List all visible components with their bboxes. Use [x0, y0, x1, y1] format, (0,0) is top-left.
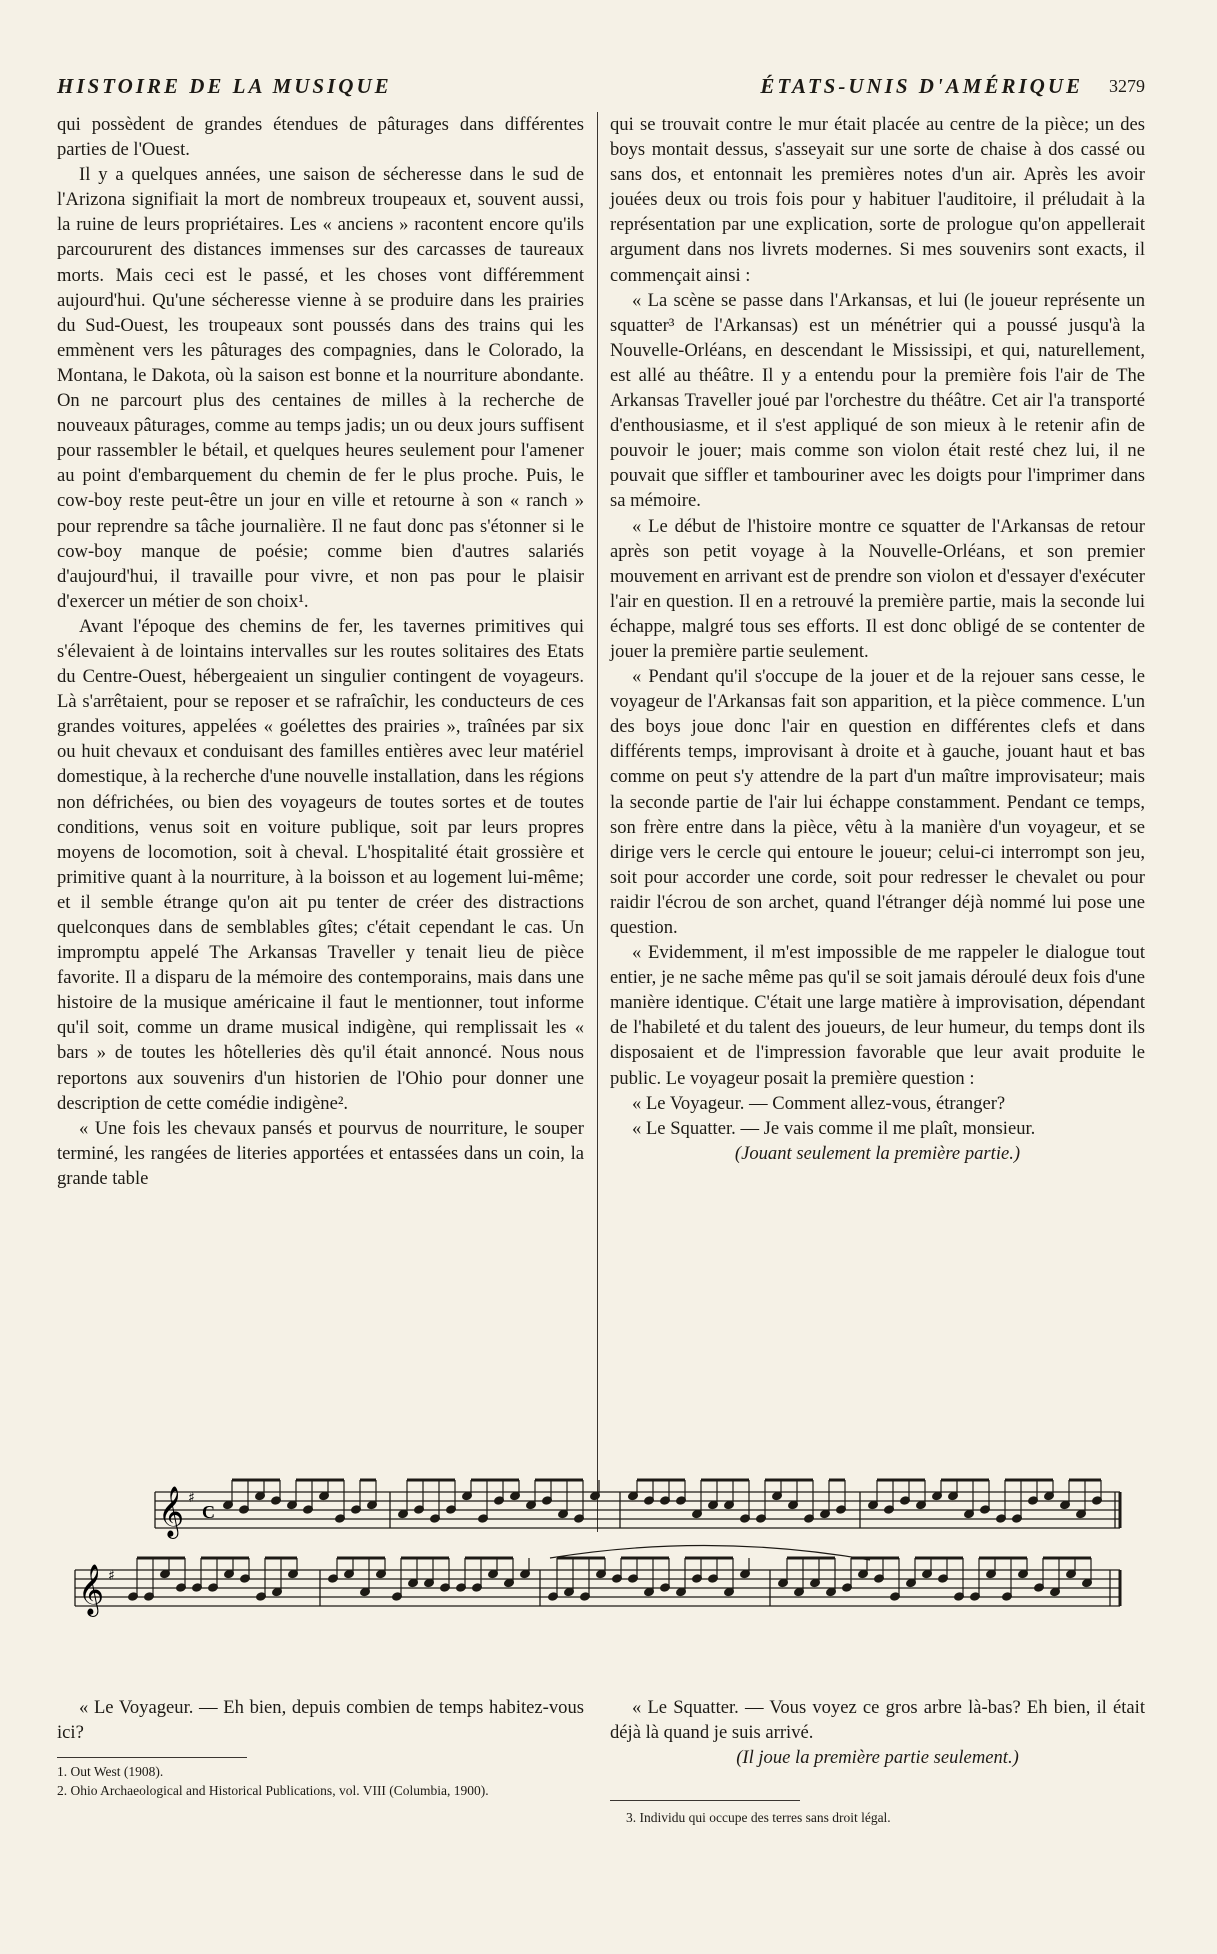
paragraph: qui se trouvait contre le mur était placée au centre de la pièce; un des boys montait dessus, s'asseyait sur une sorte de chaise à dos cassé ou sans dos, et entonnait les premières notes d'un air. Après les avoir jouées deux ou trois fois pour y habituer l'auditoire, il préludait à la représentation par une explication, sorte de prologue qu'on appellerait argument dans nos livrets modernes. Si mes souvenirs sont exacts, il commençait ainsi : [610, 114, 1145, 286]
right-column [610, 112, 1145, 1166]
staff-1 [155, 1492, 1120, 1528]
time-signature: C [202, 1502, 215, 1522]
footnote: 1. Out West (1908). [57, 1764, 164, 1779]
music-score [70, 1440, 1130, 1630]
bottom-left-text [57, 1695, 584, 1745]
page-number: 3279 [1109, 76, 1145, 96]
footnote-rule [610, 1800, 800, 1801]
stage-direction: (Jouant seulement la première partie.) [734, 1142, 1021, 1164]
sharp-sign-icon: ♯ [188, 1490, 195, 1506]
sharp-sign-icon: ♯ [108, 1568, 115, 1584]
dialogue-line: « Le Voyageur. — Eh bien, depuis combien de temps habitez-vous ici? [57, 1697, 584, 1744]
stage-direction: (Il joue la première partie seulement.) [736, 1747, 1019, 1769]
paragraph: « Pendant qu'il s'occupe de la jouer et de la rejouer sans cesse, le voyageur de l'Arkansas fait son apparition, et la pièce commence. L'un des boys joue donc l'air en question en différentes clefs et dans différents temps, improvisant à droite et à gauche, jouant haut et bas comme on peut s'y attendre de la part d'un maître improvisateur; mais la seconde partie de l'air lui échappe constamment. Pendant ce temps, son frère entre dans la pièce, vêtu à la manière d'un voyageur, et se dirige vers le cercle qui entoure le joueur; celui-ci interrompt son jeu, soit pour accorder une corde, soit pour redresser le chevalet ou pour raidir l'écrou de son archet, quand l'étranger déjà nommé lui pose une question. [610, 666, 1145, 938]
bottom-right-text [610, 1695, 1145, 1770]
header-right-title: ÉTATS-UNIS D'AMÉRIQUE [760, 74, 1083, 98]
left-column [57, 112, 584, 1191]
paragraph: « Une fois les chevaux pansés et pourvus de nourriture, le souper terminé, les rangées de literies apportées et entassées dans un coin, la grande table [57, 1117, 584, 1189]
paragraph: « Evidemment, il m'est impossible de me rappeler le dialogue tout entier, je ne sache même pas qu'il se soit jamais déroulé deux fois d'une manière identique. C'était une large matière à improvisation, dépendant de l'habileté et du talent des joueurs, de leur humeur, du temps dont ils disposaient et de l'impression favorable que leur avait produite le public. Le voyageur posait la première question : [610, 942, 1145, 1089]
paragraph: Avant l'époque des chemins de fer, les tavernes primitives qui s'élevaient à de lointains intervalles sur les routes solitaires des Etats du Centre-Ouest, hébergeaient un singulier contingent de voyageurs. Là s'arrêtaient, pour se reposer et se rafraîchir, les conducteurs de ces grandes voitures, appelées « goélettes des prairies », traînées par six ou huit chevaux et conduisant des familles entières avec leur matériel domestique, à la recherche d'une nouvelle installation, dans les régions non défrichées, ou bien des voyageurs de toutes sortes et de toutes conditions, venus soit en voiture publique, soit par leurs propres moyens de locomotion, soit à cheval. L'hospitalité était grossière et primitive quant à la nourriture, à la boisson et au logement lui-même; et il semble étrange qu'on ait pu tenter de créer des distractions quelconques dans de semblables gîtes; c'était cependant le cas. Un impromptu appelé The Arkansas Traveller y tenait lieu de pièce favorite. Il a disparu de la mémoire des contemporains, mais dans une histoire de la musique américaine il faut le mentionner, tout informe qu'il soit, comme un drame musical indigène, qui remplissait les « bars » de toutes les hôtelleries dès qu'il était annoncé. Nous nous reportons aux souvenirs d'un historien de l'Ohio pour donner une description de cette comédie indigène². [57, 615, 584, 1114]
running-header [57, 74, 1145, 104]
column-divider [597, 112, 598, 1532]
footnotes-left [57, 1762, 584, 1800]
treble-clef-icon: 𝄞 [78, 1564, 105, 1615]
footnote: 2. Ohio Archaeological and Historical Publications, vol. VIII (Columbia, 1900). [57, 1783, 489, 1798]
paragraph: « Le début de l'histoire montre ce squatter de l'Arkansas de retour après son petit voyage à la Nouvelle-Orléans, et son premier mouvement en arrivant est de prendre son violon et d'essayer d'exécuter l'air en question. Il en a retrouvé la première partie, mais la seconde lui échappe, malgré tous ses efforts. Il est donc obligé de se contenter de jouer la première partie seulement. [610, 515, 1145, 662]
footnote: 3. Individu qui occupe des terres sans droit légal. [626, 1810, 891, 1825]
paragraph: « La scène se passe dans l'Arkansas, et lui (le joueur représente un squatter³ de l'Arkansas) est un ménétrier qui a poussé jusqu'à la Nouvelle-Orléans, en descendant le Mississipi, et qui, naturellement, est allé au théâtre. Il y a entendu pour la première fois l'air de The Arkansas Traveller joué par l'orchestre du théâtre. Cet air l'a transporté d'enthousiasme, et il s'est appliqué de son mieux à le retenir afin de pouvoir le jouer; mais comme son violon était resté chez lui, il ne pouvait que siffler et tambouriner avec les doigts pour l'imprimer dans sa mémoire. [610, 289, 1145, 512]
treble-clef-icon: 𝄞 [158, 1486, 185, 1537]
header-left-title: HISTOIRE DE LA MUSIQUE [57, 74, 392, 98]
paragraph: Il y a quelques années, une saison de sécheresse dans le sud de l'Arizona signifiait la mort de nombreux troupeaux et, souvent aussi, la ruine de leurs propriétaires. Les « anciens » racontent encore qu'ils parcoururent des distances immenses sur des carcasses de taureaux morts. Mais ceci est le passé, et les choses vont différemment aujourd'hui. Qu'une sécheresse vienne à se produire dans les prairies du Sud-Ouest, les troupeaux sont poussés dans des trains qui les emmènent vers les pâturages des compagnies, dans le Colorado, la Montana, le Dakota, où la saison est bonne et la nourriture abondante. On ne parcourt plus des centaines de milles à la recherche de nouveaux pâturages, comme au temps jadis; un ou deux jours suffisent pour rassembler le bétail, et quelques heures seulement pour l'amener au point d'embarquement du chemin de fer le plus proche. Puis, le cow-boy reste peut-être un jour en ville et retourne à son « ranch » pour reprendre sa tâche journalière. Il ne faut donc pas s'étonner si le cow-boy manque de poésie; comme bien d'autres salariés d'aujourd'hui, il travaille pour vivre, et non pas pour le plaisir d'exercer un métier de son choix¹. [57, 164, 584, 612]
dialogue-line: « Le Squatter. — Vous voyez ce gros arbre là-bas? Eh bien, il était déjà là quand je suis arrivé. [610, 1697, 1145, 1744]
paragraph: qui possèdent de grandes étendues de pâturages dans différentes parties de l'Ouest. [57, 114, 584, 161]
dialogue-line: « Le Squatter. — Je vais comme il me plaît, monsieur. [632, 1117, 1036, 1139]
footnote-rule [57, 1757, 247, 1758]
dialogue-line: « Le Voyageur. — Comment allez-vous, étranger? [632, 1092, 1006, 1114]
footnotes-right [626, 1808, 1146, 1827]
